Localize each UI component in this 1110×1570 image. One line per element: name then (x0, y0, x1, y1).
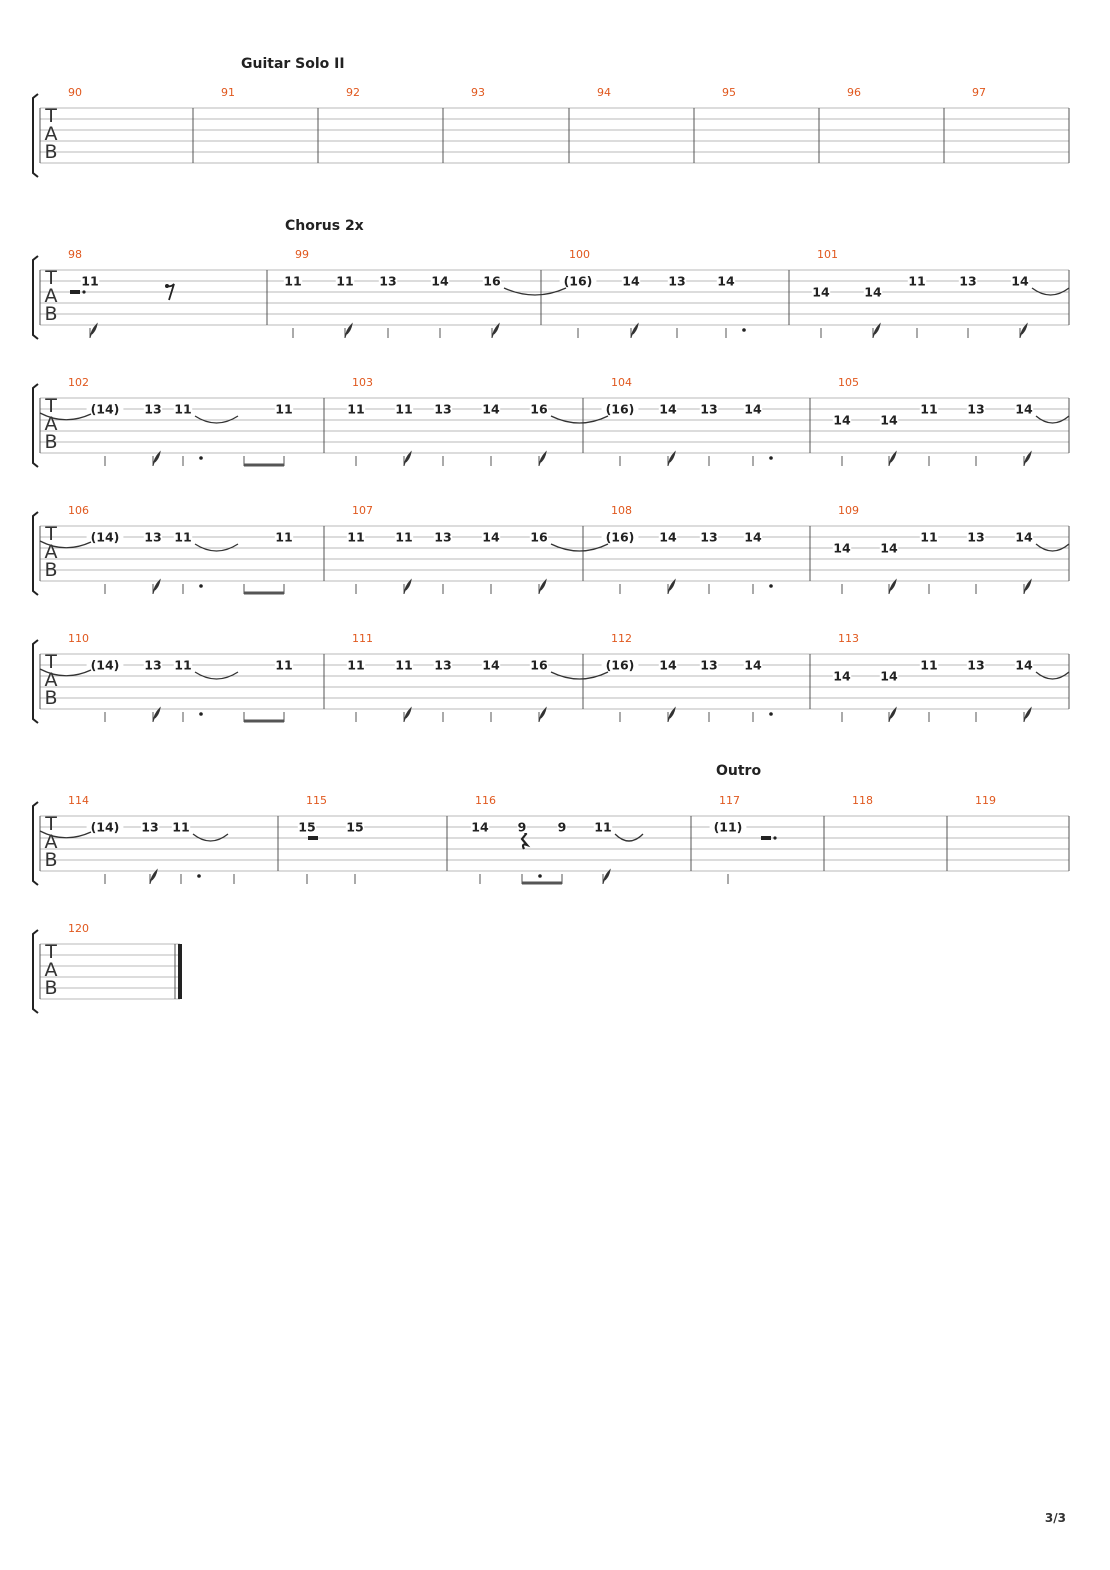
measure-number: 112 (611, 632, 632, 645)
system-bracket (33, 930, 38, 1013)
fret-number: (11) (713, 819, 743, 835)
measure-number: 98 (68, 248, 82, 261)
tab-note (602, 658, 639, 723)
fret-number: (16) (605, 657, 635, 673)
tab-note (275, 658, 293, 723)
note-flag (492, 324, 499, 338)
section-label: Chorus 2x (285, 218, 364, 234)
measure-number: 99 (295, 248, 309, 261)
note-flag (889, 580, 896, 594)
fret-number: 11 (275, 657, 293, 673)
measure-number: 104 (611, 376, 632, 389)
system-bracket (33, 512, 38, 595)
fret-number: 16 (483, 273, 501, 289)
tab-note (395, 402, 413, 467)
measure (597, 86, 611, 99)
tab-note (174, 530, 238, 595)
tab-note (557, 820, 566, 885)
measure-number: 111 (352, 632, 373, 645)
fret-number: 13 (434, 529, 452, 545)
note-flag (1024, 580, 1031, 594)
measure-number: 103 (352, 376, 373, 389)
fret-number: 11 (347, 657, 365, 673)
tab-system (33, 376, 1069, 467)
note-flag (668, 580, 675, 594)
note-flag (539, 580, 546, 594)
fret-number: 13 (700, 657, 718, 673)
tab-note (346, 820, 364, 885)
fret-number: 11 (908, 273, 926, 289)
duration-dot (769, 584, 773, 588)
measure-number: 101 (817, 248, 838, 261)
tab-note (560, 274, 597, 339)
tab-note (920, 530, 938, 595)
tab-note (659, 658, 677, 723)
fret-number: 13 (959, 273, 977, 289)
tab-note (880, 541, 898, 595)
tab-note (174, 658, 238, 723)
tab-note (431, 274, 449, 339)
fret-number: 13 (700, 401, 718, 417)
fret-number: 11 (174, 401, 192, 417)
tab-note (275, 402, 293, 467)
fret-number: 14 (833, 412, 851, 428)
fret-number: 13 (434, 657, 452, 673)
tab-clef-letter: T (45, 105, 57, 127)
tab-note (710, 820, 747, 885)
measure-number: 106 (68, 504, 89, 517)
fret-number: 14 (880, 412, 898, 428)
tab-note (700, 530, 718, 595)
fret-number: 14 (659, 401, 677, 417)
measure-number: 97 (972, 86, 986, 99)
tab-note (336, 274, 354, 339)
tab-clef-letter: T (45, 267, 57, 289)
tab-note (880, 669, 898, 723)
tab-clef-letter: A (44, 831, 58, 853)
measure-number: 91 (221, 86, 235, 99)
measure (68, 86, 82, 99)
tab-note (482, 402, 500, 467)
measure-number: 109 (838, 504, 859, 517)
tab-clef-letter: T (45, 651, 57, 673)
fret-number: 14 (1011, 273, 1029, 289)
tab-note (141, 820, 159, 885)
fret-number: 14 (864, 284, 882, 300)
tab-note (87, 530, 124, 595)
tab-system (33, 763, 1069, 885)
tab-note (517, 820, 541, 885)
note-flag (153, 452, 160, 466)
fret-number: 14 (482, 657, 500, 673)
measure (852, 794, 873, 807)
duration-dot (769, 456, 773, 460)
fret-number: 11 (284, 273, 302, 289)
tab-note (967, 658, 985, 723)
fret-number: 11 (395, 657, 413, 673)
fret-number: 14 (1015, 657, 1033, 673)
tab-note (298, 820, 316, 885)
measure (847, 86, 861, 99)
measure-number: 115 (306, 794, 327, 807)
measure-number: 119 (975, 794, 996, 807)
fret-number: 15 (298, 819, 316, 835)
fret-number: 11 (347, 401, 365, 417)
page-number: 3/3 (1044, 1511, 1066, 1525)
tab-note (347, 402, 365, 467)
duration-dot (199, 712, 203, 716)
tab-note (379, 274, 397, 339)
measure-number: 96 (847, 86, 861, 99)
tab-note (87, 402, 124, 467)
fret-number: 14 (812, 284, 830, 300)
measure-number: 116 (475, 794, 496, 807)
tab-note (833, 669, 851, 723)
tab-system (33, 922, 182, 1013)
fret-number: (14) (90, 401, 120, 417)
fret-number: (16) (605, 529, 635, 545)
tab-note (1015, 530, 1069, 595)
note-flag (873, 324, 880, 338)
tab-note (700, 402, 718, 467)
note-flag (668, 708, 675, 722)
measure-number: 118 (852, 794, 873, 807)
tab-note (284, 274, 302, 339)
measure-number: 94 (597, 86, 611, 99)
fret-number: 14 (744, 401, 762, 417)
tab-clef-letter: T (45, 395, 57, 417)
tab-system (33, 56, 1069, 177)
tab-clef-letter: B (44, 977, 58, 999)
tab-note (347, 530, 365, 595)
note-flag (404, 452, 411, 466)
tab-note (1015, 402, 1069, 467)
tab-note (275, 530, 293, 595)
tab-note (967, 402, 985, 467)
tab-clef-letter: A (44, 413, 58, 435)
tab-note (172, 820, 228, 885)
tab-note (880, 413, 898, 467)
tab-note (833, 541, 851, 595)
note-flag (153, 708, 160, 722)
tab-clef-letter: B (44, 559, 58, 581)
duration-dot (769, 712, 773, 716)
fret-number: 11 (395, 529, 413, 545)
tab-clef-letter: A (44, 285, 58, 307)
fret-number: 14 (1015, 529, 1033, 545)
note-flag (539, 452, 546, 466)
fret-number: 15 (346, 819, 364, 835)
note-flag (631, 324, 638, 338)
fret-number: 11 (920, 657, 938, 673)
measure-number: 110 (68, 632, 89, 645)
fret-number: 14 (1015, 401, 1033, 417)
duration-dot (197, 874, 201, 878)
fret-number: 13 (144, 401, 162, 417)
duration-dot (742, 328, 746, 332)
fret-number: (14) (90, 529, 120, 545)
fret-number: 14 (659, 529, 677, 545)
tab-note (717, 274, 746, 339)
note-flag (1024, 452, 1031, 466)
tab-note (602, 530, 639, 595)
fret-number: 11 (920, 401, 938, 417)
tab-note (174, 402, 238, 467)
tab-note (144, 530, 162, 595)
tab-system (33, 218, 1069, 339)
fret-number: 11 (174, 657, 192, 673)
measure (975, 794, 996, 807)
tab-note (622, 274, 640, 339)
measure (471, 86, 485, 99)
fret-number: 14 (880, 668, 898, 684)
system-bracket (33, 802, 38, 885)
fret-number: 14 (659, 657, 677, 673)
fret-number: 11 (594, 819, 612, 835)
note-flag (539, 708, 546, 722)
tab-clef-letter: B (44, 431, 58, 453)
measure (221, 86, 235, 99)
system-bracket (33, 256, 38, 339)
tab-note (959, 274, 977, 339)
fret-number: 11 (395, 401, 413, 417)
fret-number: (14) (90, 819, 120, 835)
note-flag (404, 708, 411, 722)
tab-note (81, 274, 99, 339)
tab-clef-letter: A (44, 123, 58, 145)
tab-note (967, 530, 985, 595)
tab-clef-letter: B (44, 141, 58, 163)
fret-number: 9 (557, 819, 567, 835)
tab-clef-letter: B (44, 687, 58, 709)
fret-number: 13 (967, 657, 985, 673)
note-flag (603, 870, 610, 884)
fret-number: 14 (833, 540, 851, 556)
tab-clef-letter: A (44, 541, 58, 563)
measure (68, 922, 89, 935)
measure-number: 120 (68, 922, 89, 935)
tab-note (483, 274, 566, 339)
fret-number: 16 (530, 529, 548, 545)
tab-note (482, 530, 500, 595)
fret-number: 13 (144, 529, 162, 545)
tab-note (668, 274, 686, 339)
fret-number: 14 (880, 540, 898, 556)
tab-note (482, 658, 500, 723)
system-bracket (33, 640, 38, 723)
measure (722, 86, 736, 99)
tab-clef-letter: T (45, 523, 57, 545)
note-flag (1020, 324, 1027, 338)
tab-note (594, 820, 643, 885)
fret-number: 13 (967, 529, 985, 545)
measure-number: 102 (68, 376, 89, 389)
fret-number: 11 (275, 401, 293, 417)
measure-number: 117 (719, 794, 740, 807)
system-bracket (33, 384, 38, 467)
tab-system (33, 632, 1069, 723)
tab-systems (33, 56, 1069, 1013)
tab-note (744, 658, 773, 723)
measure-number: 93 (471, 86, 485, 99)
tab-note (744, 530, 773, 595)
measure (972, 86, 986, 99)
fret-number: 14 (833, 668, 851, 684)
fret-number: 11 (172, 819, 190, 835)
tab-note (347, 658, 365, 723)
measure-number: 105 (838, 376, 859, 389)
duration-dot (199, 584, 203, 588)
fret-number: 11 (920, 529, 938, 545)
duration-dot (538, 874, 542, 878)
rest-symbol (308, 836, 318, 840)
fret-number: 14 (744, 657, 762, 673)
tab-note (920, 658, 938, 723)
fret-number: 16 (530, 401, 548, 417)
tab-note (659, 402, 677, 467)
tab-note (530, 402, 608, 467)
fret-number: 11 (347, 529, 365, 545)
tab-note (602, 402, 639, 467)
measure-number: 90 (68, 86, 82, 99)
tab-clef-letter: B (44, 849, 58, 871)
fret-number: 14 (717, 273, 735, 289)
tab-note (833, 413, 851, 467)
note-flag (1024, 708, 1031, 722)
final-barline-thick (178, 944, 182, 999)
note-flag (150, 870, 157, 884)
tab-note (87, 658, 124, 723)
fret-number: 11 (174, 529, 192, 545)
measure-number: 100 (569, 248, 590, 261)
measure-number: 108 (611, 504, 632, 517)
fret-number: 16 (530, 657, 548, 673)
fret-number: 14 (471, 819, 489, 835)
tab-clef-letter: T (45, 813, 57, 835)
fret-number: 14 (622, 273, 640, 289)
measure (346, 86, 360, 99)
tab-clef-letter: A (44, 959, 58, 981)
measure-number: 114 (68, 794, 89, 807)
tab-note (812, 285, 830, 339)
note-flag (889, 452, 896, 466)
measure-number: 107 (352, 504, 373, 517)
fret-number: 14 (482, 401, 500, 417)
system-bracket (33, 94, 38, 177)
tab-note (434, 530, 452, 595)
fret-number: (16) (563, 273, 593, 289)
rest-symbol (70, 290, 86, 294)
fret-number: 13 (379, 273, 397, 289)
fret-number: 14 (431, 273, 449, 289)
measure-number: 95 (722, 86, 736, 99)
tab-note (144, 402, 162, 467)
tab-clef-letter: T (45, 941, 57, 963)
tab-note (1011, 274, 1069, 339)
fret-number: 14 (744, 529, 762, 545)
tab-note (920, 402, 938, 467)
fret-number: 13 (967, 401, 985, 417)
note-flag (889, 708, 896, 722)
fret-number: 13 (144, 657, 162, 673)
fret-number: 9 (517, 819, 527, 835)
tab-note (744, 402, 773, 467)
tab-note (434, 658, 452, 723)
note-flag (345, 324, 352, 338)
tab-note (144, 658, 162, 723)
tab-note (530, 530, 608, 595)
measure-number: 92 (346, 86, 360, 99)
fret-number: (14) (90, 657, 120, 673)
tab-note (1015, 658, 1069, 723)
tab-note (908, 274, 926, 339)
tab-note (700, 658, 718, 723)
tab-note (864, 285, 882, 339)
fret-number: 11 (275, 529, 293, 545)
measure-number: 113 (838, 632, 859, 645)
tab-note (87, 820, 124, 885)
tab-note (395, 530, 413, 595)
tab-clef-letter: A (44, 669, 58, 691)
tab-note (471, 820, 489, 885)
tab-note (395, 658, 413, 723)
rest-symbol (761, 836, 777, 840)
note-flag (668, 452, 675, 466)
tab-note (434, 402, 452, 467)
fret-number: 11 (336, 273, 354, 289)
duration-dot (199, 456, 203, 460)
section-label: Outro (716, 763, 762, 779)
section-label: Guitar Solo II (241, 56, 345, 72)
tab-clef-letter: B (44, 303, 58, 325)
fret-number: 13 (668, 273, 686, 289)
fret-number: 14 (482, 529, 500, 545)
fret-number: (16) (605, 401, 635, 417)
fret-number: 13 (434, 401, 452, 417)
note-flag (404, 580, 411, 594)
fret-number: 11 (81, 273, 99, 289)
fret-number: 13 (141, 819, 159, 835)
note-flag (153, 580, 160, 594)
note-flag (90, 324, 97, 338)
fret-number: 13 (700, 529, 718, 545)
tab-note (530, 658, 608, 723)
tab-system (33, 504, 1069, 595)
tab-note (659, 530, 677, 595)
